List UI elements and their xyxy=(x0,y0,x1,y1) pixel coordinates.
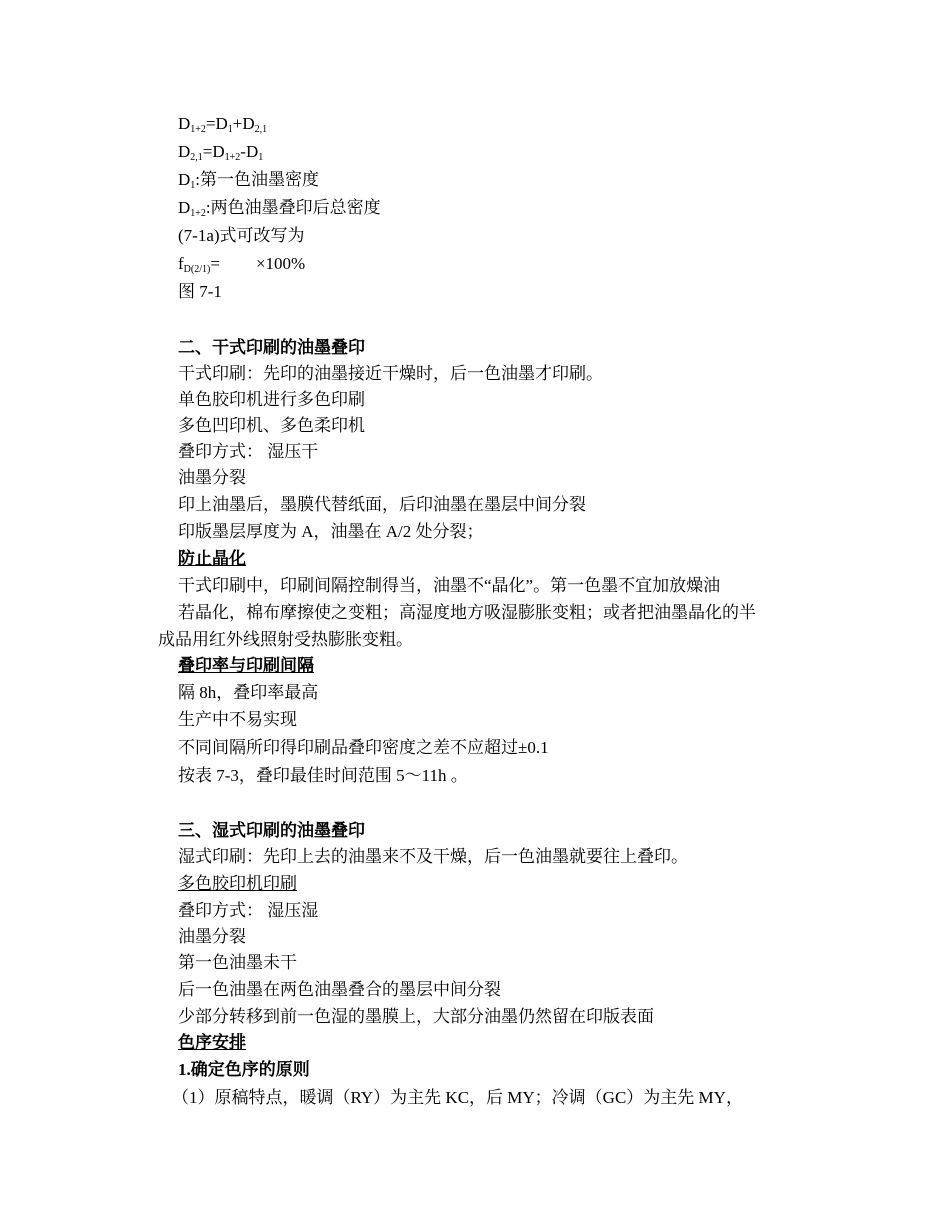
section3-line: 后一色油墨在两色油墨叠合的墨层中间分裂 xyxy=(178,980,501,999)
subheading-color-sequence: 色序安排 xyxy=(178,1033,246,1052)
section3-line: 叠印方式： 湿压湿 xyxy=(178,901,319,920)
section3-line: 第一色油墨未干 xyxy=(178,953,297,972)
section3-heading: 三、湿式印刷的油墨叠印 xyxy=(178,821,365,840)
figure-label: 图 7-1 xyxy=(178,282,222,301)
subheading-prevent-crystallization: 防止晶化 xyxy=(178,549,246,568)
subheading-overprint-interval: 叠印率与印刷间隔 xyxy=(178,656,314,675)
subheading-principle: 1.确定色序的原则 xyxy=(178,1060,310,1079)
section2-line: 干式印刷：先印的油墨接近干燥时，后一色油墨才印刷。 xyxy=(178,364,603,383)
paragraph-line: 不同间隔所印得印刷品叠印密度之差不应超过±0.1 xyxy=(178,738,549,757)
paragraph-line: 干式印刷中，印刷间隔控制得当，油墨不“晶化”。第一色墨不宜加放燥油 xyxy=(178,576,721,595)
section3-line: 湿式印刷：先印上去的油墨来不及干燥，后一色油墨就要往上叠印。 xyxy=(178,847,688,866)
section2-heading: 二、干式印刷的油墨叠印 xyxy=(178,338,365,357)
formula-d12: $D_{1+2}=D_1+D_{2,1}$ xyxy=(178,114,268,135)
paragraph-line: 生产中不易实现 xyxy=(178,710,297,729)
formula-fd: $f_{D(2/1)}= \times 100\%$ xyxy=(178,254,306,275)
section2-line: 印上油墨后，墨膜代替纸面，后印油墨在墨层中间分裂 xyxy=(178,495,586,514)
formula-d21: $D_{2,1}=D_{1+2}-D_1$ xyxy=(178,142,264,163)
section2-line: 油墨分裂 xyxy=(178,468,246,487)
section2-line: 单色胶印机进行多色印刷 xyxy=(178,390,365,409)
paragraph-line: 按表 7-3，叠印最佳时间范围 5～11h 。 xyxy=(178,766,468,785)
paragraph-line: （1）原稿特点，暖调（RY）为主先 KC，后 MY；冷调（GC）为主先 MY， xyxy=(172,1088,743,1107)
paragraph-line: 成品用红外线照射受热膨胀变粗。 xyxy=(158,630,413,649)
section3-underlined: 多色胶印机印刷 xyxy=(178,874,297,893)
section2-line: 印版墨层厚度为 A，油墨在 A/2 处分裂； xyxy=(178,522,484,541)
rewrite-line: (7-1a)式可改写为 xyxy=(178,226,305,245)
section2-line: 叠印方式： 湿压干 xyxy=(178,442,319,461)
paragraph-line: 若晶化，棉布摩擦使之变粗；高湿度地方吸湿膨胀变粗；或者把油墨晶化的半 xyxy=(178,603,756,622)
section3-line: 少部分转移到前一色湿的墨膜上，大部分油墨仍然留在印版表面 xyxy=(178,1007,654,1026)
definition-d1: $D_1$:第一色油墨密度 xyxy=(178,170,320,191)
paragraph-line: 隔 8h，叠印率最高 xyxy=(178,683,319,702)
section3-line: 油墨分裂 xyxy=(178,927,246,946)
section2-line: 多色凹印机、多色柔印机 xyxy=(178,416,365,435)
definition-d12: $D_{1+2}$:两色油墨叠印后总密度 xyxy=(178,198,381,219)
